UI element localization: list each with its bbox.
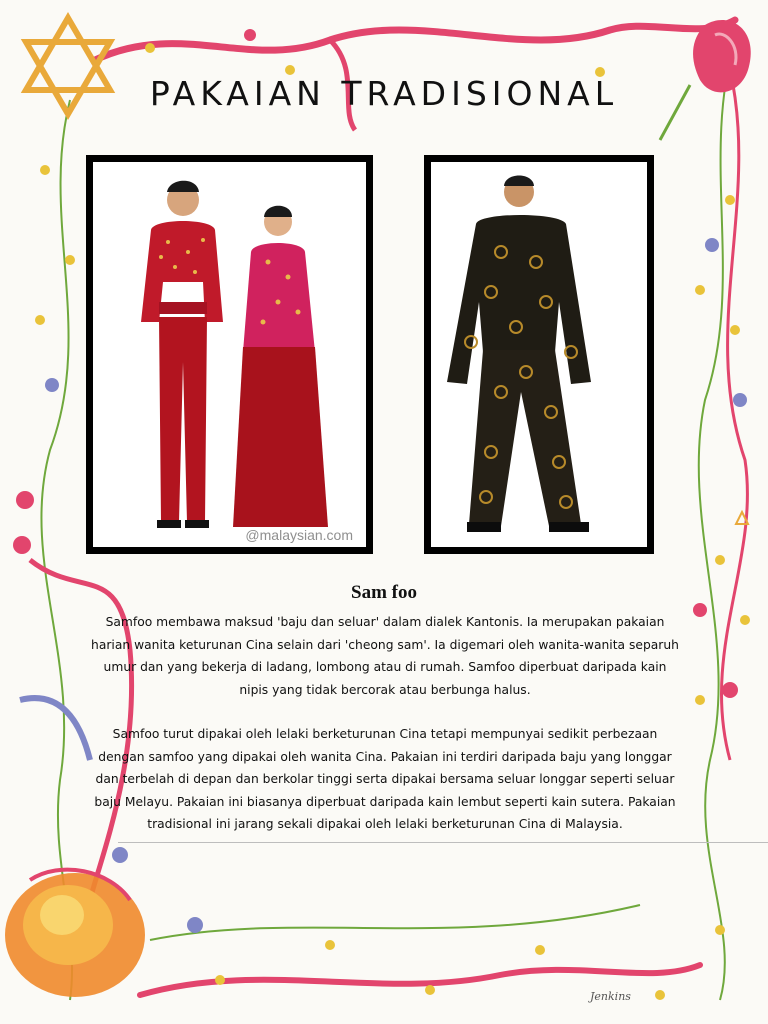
top-ribbon (95, 20, 735, 60)
couple-illustration (93, 162, 366, 547)
big-flower-ornament (5, 870, 145, 997)
paragraph-2: Samfoo turut dipakai oleh lelaki berketurunan Cina tetapi mempunyai sedikit perbezaan dengan samfoo yang dipakai oleh wanita Cina. Pakaian ini terdiri daripada baju yang longgar dan terbelah di depan dan berkolar tinggi serta dipakai bersama seluar longgar seperti seluar baju Melayu. Pakaian ini biasanya diperbuat daripada kain lembut seperti kain sutera. Pakaian tradisional ini jarang sekali dipakai oleh lelaki berketurunan Cina di Malaysia. (94, 727, 676, 831)
man-photo (424, 155, 654, 554)
body-text (88, 611, 682, 836)
couple-photo (86, 155, 373, 554)
man-illustration (431, 162, 647, 547)
section-title: Sam foo (351, 582, 417, 603)
photo-watermark: @malaysian.com (245, 527, 353, 543)
right-vine (699, 40, 735, 1000)
divider-line (118, 842, 768, 843)
artist-signature: Jenkins (590, 990, 631, 1003)
left-vine (41, 100, 72, 1000)
paragraph-1: Samfoo membawa maksud 'baju dan seluar' dalam dialek Kantonis. Ia merupakan pakaian harian wanita keturunan Cina selain dari 'cheong sam'. Ia digemari oleh wanita-wanita separuh umur dan yang bekerja di ladang, lombong atau di rumah. Samfoo diperbuat daripada kain nipis yang tidak bercorak atau berbunga halus. (91, 615, 679, 697)
page-title: PAKAIAN TRADISIONAL (149, 74, 619, 113)
